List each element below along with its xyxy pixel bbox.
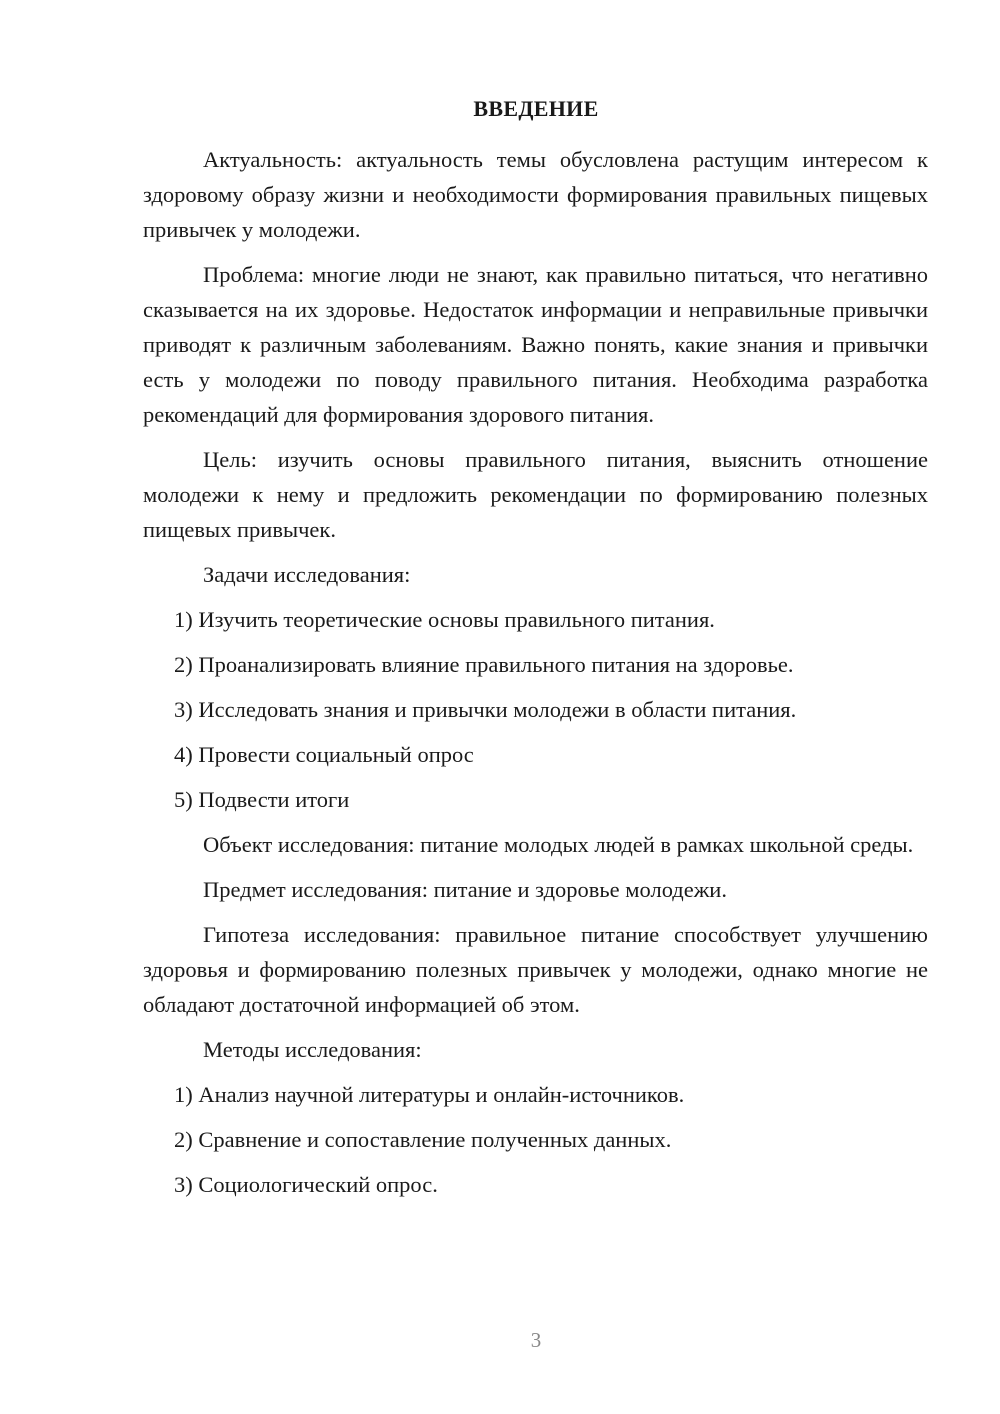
page-number: 3 bbox=[530, 1328, 542, 1352]
body-text bbox=[143, 142, 928, 1212]
list-item: 2) Сравнение и сопоставление полученных данных. bbox=[174, 1127, 672, 1152]
hypothesis-paragraph: Гипотеза исследования: правильное питание способствует улучшению здоровья и формированию полезных привычек у молодежи, однако многие не обладают достаточной информацией об этом. bbox=[143, 922, 928, 1017]
goal-paragraph: Цель: изучить основы правильного питания, выяснить отношение молодежи к нему и предложить рекомендации по формированию полезных пищевых привычек. bbox=[143, 447, 928, 542]
list-item: 5) Подвести итоги bbox=[174, 787, 350, 812]
list-item: 1) Анализ научной литературы и онлайн-источников. bbox=[174, 1082, 685, 1107]
tasks-title: Задачи исследования: bbox=[203, 562, 411, 587]
tasks-list bbox=[143, 602, 928, 817]
section-heading: ВВЕДЕНИЕ bbox=[473, 96, 599, 121]
methods-list bbox=[143, 1077, 928, 1202]
problem-paragraph: Проблема: многие люди не знают, как правильно питаться, что негативно сказывается на их здоровье. Недостаток информации и неправильные привычки приводят к различным заболеваниям. Важно понять, какие знания и привычки есть у молодежи по поводу правильного питания. Необходима разработка рекомендаций для формирования здорового питания. bbox=[143, 262, 928, 427]
methods-title: Методы исследования: bbox=[203, 1037, 422, 1062]
list-item: 4) Провести социальный опрос bbox=[174, 742, 474, 767]
list-item: 2) Проанализировать влияние правильного питания на здоровье. bbox=[174, 652, 794, 677]
object-paragraph: Объект исследования: питание молодых людей в рамках школьной среды. bbox=[203, 832, 914, 857]
relevance-paragraph: Актуальность: актуальность темы обусловлена растущим интересом к здоровому образу жизни и необходимости формирования правильных пищевых привычек у молодежи. bbox=[143, 147, 928, 242]
list-item: 3) Исследовать знания и привычки молодежи в области питания. bbox=[174, 697, 797, 722]
list-item: 3) Социологический опрос. bbox=[174, 1172, 438, 1197]
list-item: 1) Изучить теоретические основы правильного питания. bbox=[174, 607, 715, 632]
subject-paragraph: Предмет исследования: питание и здоровье молодежи. bbox=[203, 877, 727, 902]
